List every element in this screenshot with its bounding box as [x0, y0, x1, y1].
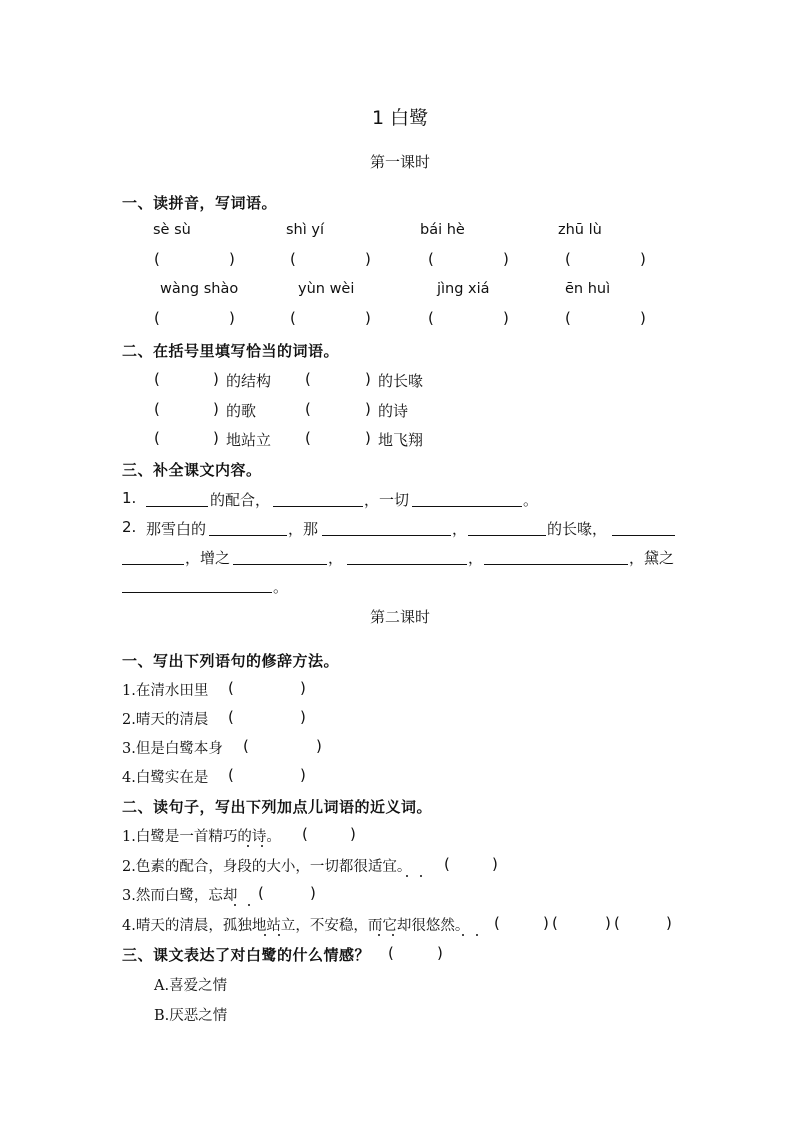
l1-q2-title: 二、在括号里填写恰当的词语。: [122, 342, 340, 360]
fill-blank[interactable]: [612, 535, 675, 536]
text-fragment: ，一切: [364, 491, 410, 509]
fill-blank[interactable]: [412, 506, 522, 507]
lesson2-heading: 第二课时: [370, 608, 431, 626]
answer-box-close: ): [213, 429, 219, 447]
answer-box-open[interactable]: (: [388, 944, 394, 962]
answer-box-close: ): [503, 309, 509, 327]
fill-suffix: 的歌: [226, 402, 257, 420]
text-fragment: ，: [452, 520, 468, 538]
answer-box-open[interactable]: (: [444, 855, 450, 873]
answer-box-close: ): [503, 250, 509, 268]
question-item: 1.白鹭是一首精巧的诗。: [122, 829, 281, 845]
answer-box-open[interactable]: (: [290, 309, 296, 327]
pinyin: yùn wèi: [298, 281, 355, 297]
answer-box-open[interactable]: (: [154, 429, 160, 447]
answer-box-open[interactable]: (: [302, 825, 308, 843]
answer-box-open[interactable]: (: [243, 737, 249, 755]
fill-blank[interactable]: [122, 592, 272, 593]
answer-box-close: ): [300, 708, 306, 726]
answer-box-close: ): [640, 250, 646, 268]
fill-blank[interactable]: [122, 564, 184, 565]
fill-suffix: 地站立: [226, 431, 272, 449]
text-fragment: ，: [468, 549, 484, 567]
fill-blank[interactable]: [484, 564, 628, 565]
answer-box-close: ): [300, 766, 306, 784]
answer-box-close: ): [229, 309, 235, 327]
answer-box-open[interactable]: (: [228, 766, 234, 784]
answer-box-close: ): [666, 914, 672, 932]
answer-box-open[interactable]: (: [154, 309, 160, 327]
fill-suffix: 的结构: [226, 372, 272, 390]
answer-box-close: ): [492, 855, 498, 873]
answer-box-close: ): [437, 944, 443, 962]
question-item: 3.但是白鹭本身: [122, 741, 223, 757]
answer-box-open[interactable]: (: [154, 370, 160, 388]
answer-box-close: ): [213, 370, 219, 388]
l2-q1-title: 一、写出下列语句的修辞方法。: [122, 652, 340, 670]
answer-box-open[interactable]: (: [154, 400, 160, 418]
question-item: 2.晴天的清晨: [122, 712, 209, 728]
text-fragment: 。: [523, 491, 539, 509]
question-item: 2.色素的配合，身段的大小，一切都很适宜。: [122, 859, 412, 875]
answer-box-close: ): [300, 679, 306, 697]
page-title: 1 白鹭: [372, 107, 429, 129]
answer-box-open[interactable]: (: [258, 884, 264, 902]
lesson1-heading: 第一课时: [370, 153, 431, 171]
text-fragment: ，增之: [185, 549, 231, 567]
text-fragment: 的长喙，: [547, 520, 608, 538]
l1-q1-title: 一、读拼音，写词语。: [122, 194, 278, 212]
text-fragment: 那雪白的: [146, 520, 207, 538]
option-b[interactable]: B.厌恶之情: [154, 1008, 228, 1024]
emphasis-dot: [476, 934, 478, 936]
answer-box-open[interactable]: (: [290, 250, 296, 268]
answer-box-open[interactable]: (: [305, 400, 311, 418]
answer-box-close: ): [365, 309, 371, 327]
item-number: 1.: [122, 489, 137, 507]
answer-box-close: ): [365, 250, 371, 268]
answer-box-close: ): [229, 250, 235, 268]
fill-blank[interactable]: [273, 506, 363, 507]
answer-box-open[interactable]: (: [494, 914, 500, 932]
l2-q2-title: 二、读句子，写出下列加点儿词语的近义词。: [122, 798, 433, 816]
pinyin: jìng xiá: [437, 281, 490, 297]
fill-blank[interactable]: [146, 506, 208, 507]
pinyin: ēn huì: [565, 281, 611, 297]
text-fragment: ，: [328, 549, 344, 567]
text-fragment: 。: [273, 578, 289, 596]
answer-box-open[interactable]: (: [228, 708, 234, 726]
fill-blank[interactable]: [468, 535, 546, 536]
answer-box-open[interactable]: (: [565, 309, 571, 327]
fill-suffix: 地飞翔: [378, 431, 424, 449]
question-item: 1.在清水田里: [122, 683, 209, 699]
emphasis-dot: [420, 875, 422, 877]
answer-box-close: ): [316, 737, 322, 755]
answer-box-close: ): [543, 914, 549, 932]
answer-box-open[interactable]: (: [552, 914, 558, 932]
answer-box-close: ): [365, 370, 371, 388]
fill-blank[interactable]: [233, 564, 327, 565]
answer-box-close: ): [350, 825, 356, 843]
option-a[interactable]: A.喜爱之情: [154, 978, 228, 994]
fill-blank[interactable]: [322, 535, 451, 536]
question-item: 4.白鹭实在是: [122, 770, 209, 786]
answer-box-close: ): [310, 884, 316, 902]
answer-box-close: ): [213, 400, 219, 418]
item-number: 2.: [122, 518, 137, 536]
pinyin: shì yí: [286, 222, 324, 238]
fill-suffix: 的诗: [378, 402, 409, 420]
l1-q3-title: 三、补全课文内容。: [122, 461, 262, 479]
answer-box-close: ): [365, 400, 371, 418]
answer-box-open[interactable]: (: [305, 429, 311, 447]
answer-box-close: ): [605, 914, 611, 932]
pinyin: bái hè: [420, 222, 465, 238]
answer-box-close: ): [640, 309, 646, 327]
question-item: 3.然而白鹭，忘却: [122, 888, 238, 904]
pinyin: sè sù: [153, 222, 191, 238]
fill-blank[interactable]: [209, 535, 287, 536]
answer-box-close: ): [365, 429, 371, 447]
answer-box-open[interactable]: (: [305, 370, 311, 388]
fill-blank[interactable]: [347, 564, 467, 565]
text-fragment: 的配合，: [210, 491, 271, 509]
fill-suffix: 的长喙: [378, 372, 424, 390]
answer-box-open[interactable]: (: [228, 679, 234, 697]
pinyin: wàng shào: [160, 281, 239, 297]
l2-q3-title: 三、课文表达了对白鹭的什么情感？: [122, 946, 371, 964]
emphasis-dot: [248, 904, 250, 906]
text-fragment: ，黛之: [629, 549, 675, 567]
answer-box-open[interactable]: (: [428, 309, 434, 327]
answer-box-open[interactable]: (: [154, 250, 160, 268]
pinyin: zhū lù: [558, 222, 602, 238]
text-fragment: ，那: [288, 520, 319, 538]
answer-box-open[interactable]: (: [428, 250, 434, 268]
answer-box-open[interactable]: (: [614, 914, 620, 932]
question-item: 4.晴天的清晨，孤独地站立，不安稳，而它却很悠然。: [122, 918, 470, 934]
answer-box-open[interactable]: (: [565, 250, 571, 268]
